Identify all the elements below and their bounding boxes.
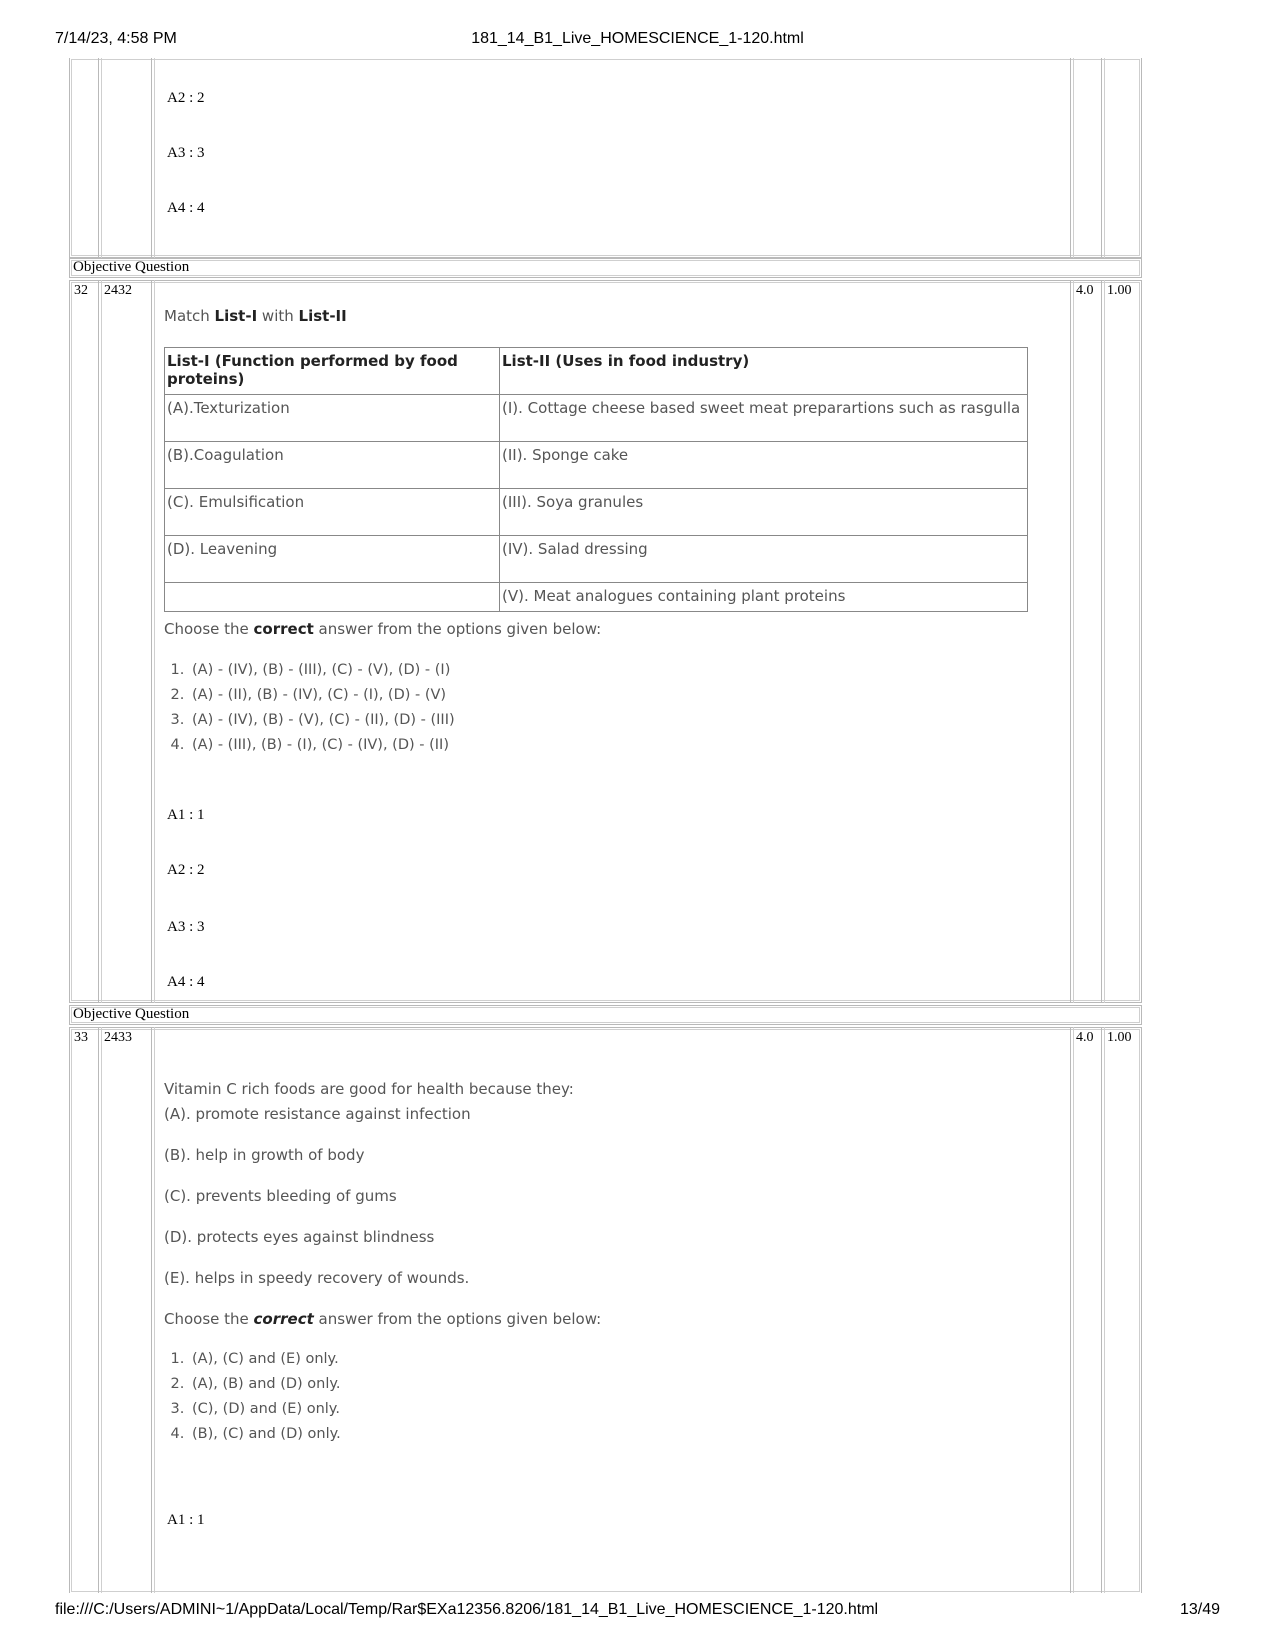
table-row xyxy=(165,536,1028,583)
q32-number: 32 xyxy=(74,283,88,298)
print-datetime: 7/14/23, 4:58 PM xyxy=(55,30,177,47)
q32-type-row xyxy=(69,258,1142,278)
q33-type-row xyxy=(69,1005,1142,1025)
q33-statement-d: (D). protects eyes against blindness xyxy=(164,1228,435,1246)
q32-intro-list1: List-I xyxy=(214,307,258,325)
list-item: 1. (A) - (IV), (B) - (III), (C) - (V), (D) - (I) xyxy=(189,658,455,683)
q33-col-sep-1 xyxy=(98,1027,99,1593)
q32-answer-a3: A3 : 3 xyxy=(167,919,205,935)
q32-table-header-row xyxy=(165,348,1028,395)
q33-number: 33 xyxy=(74,1030,88,1045)
q32-col-sep-1 xyxy=(98,280,99,1003)
q32-choose-bold: correct xyxy=(253,620,314,638)
q32-intro-mid: with xyxy=(257,307,299,325)
prev-answer-a2: A2 : 2 xyxy=(167,90,205,106)
q32-choose-instruction xyxy=(164,620,601,638)
print-doc-title: 181_14_B1_Live_HOMESCIENCE_1-120.html xyxy=(471,30,804,47)
list-item: 2. (A) - (II), (B) - (IV), (C) - (I), (D) - (V) xyxy=(189,683,455,708)
q32-cell-d: (D). Leavening xyxy=(165,536,500,583)
q32-answer-a1: A1 : 1 xyxy=(167,807,205,823)
prev-col-sep-4 xyxy=(1101,58,1102,258)
q32-cell-i: (I). Cottage cheese based sweet meat preparartions such as rasgulla xyxy=(500,395,1028,442)
list-item: 4. (B), (C) and (D) only. xyxy=(189,1422,341,1447)
q33-stem: Vitamin C rich foods are good for health because they: xyxy=(164,1080,574,1098)
table-row xyxy=(165,395,1028,442)
list-item: 4. (A) - (III), (B) - (I), (C) - (IV), (D) - (II) xyxy=(189,733,455,758)
table-row xyxy=(165,442,1028,489)
q32-choose-post: answer from the options given below: xyxy=(313,620,602,638)
q33-statement-b: (B). help in growth of body xyxy=(164,1146,365,1164)
q32-type-label: Objective Question xyxy=(73,259,190,275)
q33-choose-pre: Choose the xyxy=(164,1310,254,1328)
list-item: 3. (C), (D) and (E) only. xyxy=(189,1397,341,1422)
q32-header-list2: List-II (Uses in food industry) xyxy=(500,348,1028,395)
q33-options-list xyxy=(164,1347,341,1447)
prev-row-outer xyxy=(69,58,1142,258)
prev-col-sep-1 xyxy=(98,58,99,258)
q33-type-label: Objective Question xyxy=(73,1006,190,1022)
q33-choose-bold: correct xyxy=(253,1310,314,1328)
list-item: 1. (A), (C) and (E) only. xyxy=(189,1347,341,1372)
q32-intro-pre: Match xyxy=(164,307,215,325)
q32-header-list1: List-I (Function performed by food proteins) xyxy=(165,348,500,395)
q32-marks: 4.0 xyxy=(1076,283,1094,298)
table-row xyxy=(165,489,1028,536)
q32-col-sep-2 xyxy=(151,280,152,1003)
q32-choose-pre: Choose the xyxy=(164,620,254,638)
q32-col-sep-3 xyxy=(1070,280,1071,1003)
q32-match-table xyxy=(164,347,1028,612)
q33-choose-instruction xyxy=(164,1310,601,1328)
q32-cell-b: (B).Coagulation xyxy=(165,442,500,489)
q32-cell-v: (V). Meat analogues containing plant proteins xyxy=(500,583,1028,612)
q32-cell-iii: (III). Soya granules xyxy=(500,489,1028,536)
q32-col-sep-4 xyxy=(1101,280,1102,1003)
table-row xyxy=(165,583,1028,612)
print-header xyxy=(55,30,1220,50)
q33-statement-c: (C). prevents bleeding of gums xyxy=(164,1187,397,1205)
q33-col-sep-4 xyxy=(1101,1027,1102,1593)
q33-statement-a: (A). promote resistance against infection xyxy=(164,1105,471,1123)
q32-intro xyxy=(164,307,347,325)
prev-col-sep-3 xyxy=(1070,58,1071,258)
q32-cell-a: (A).Texturization xyxy=(165,395,500,442)
print-page-number: 13/49 xyxy=(1179,1601,1220,1618)
print-footer xyxy=(55,1601,1220,1621)
q32-id: 2432 xyxy=(104,283,132,298)
prev-col-sep-2 xyxy=(151,58,152,258)
q32-negative-marks: 1.00 xyxy=(1107,283,1132,298)
list-item: 3. (A) - (IV), (B) - (V), (C) - (II), (D) - (III) xyxy=(189,708,455,733)
q33-col-sep-2 xyxy=(151,1027,152,1593)
q33-negative-marks: 1.00 xyxy=(1107,1030,1132,1045)
q32-cell-ii: (II). Sponge cake xyxy=(500,442,1028,489)
q32-cell-c: (C). Emulsification xyxy=(165,489,500,536)
q32-answer-a4: A4 : 4 xyxy=(167,974,205,990)
q33-statement-e: (E). helps in speedy recovery of wounds. xyxy=(164,1269,470,1287)
q32-answer-a2: A2 : 2 xyxy=(167,862,205,878)
q32-cell-empty xyxy=(165,583,500,612)
q33-marks: 4.0 xyxy=(1076,1030,1094,1045)
q32-intro-list2: List-II xyxy=(298,307,347,325)
print-file-path: file:///C:/Users/ADMINI~1/AppData/Local/Temp/Rar$EXa12356.8206/181_14_B1_Live_HOMESCIENCE_1-120.html xyxy=(55,1601,879,1618)
q33-answer-a1: A1 : 1 xyxy=(167,1512,205,1528)
q32-options-list xyxy=(164,658,455,758)
q33-id: 2433 xyxy=(104,1030,132,1045)
q32-cell-iv: (IV). Salad dressing xyxy=(500,536,1028,583)
prev-answer-a4: A4 : 4 xyxy=(167,200,205,216)
q33-col-sep-3 xyxy=(1070,1027,1071,1593)
list-item: 2. (A), (B) and (D) only. xyxy=(189,1372,341,1397)
prev-answer-a3: A3 : 3 xyxy=(167,145,205,161)
q33-choose-post: answer from the options given below: xyxy=(313,1310,602,1328)
